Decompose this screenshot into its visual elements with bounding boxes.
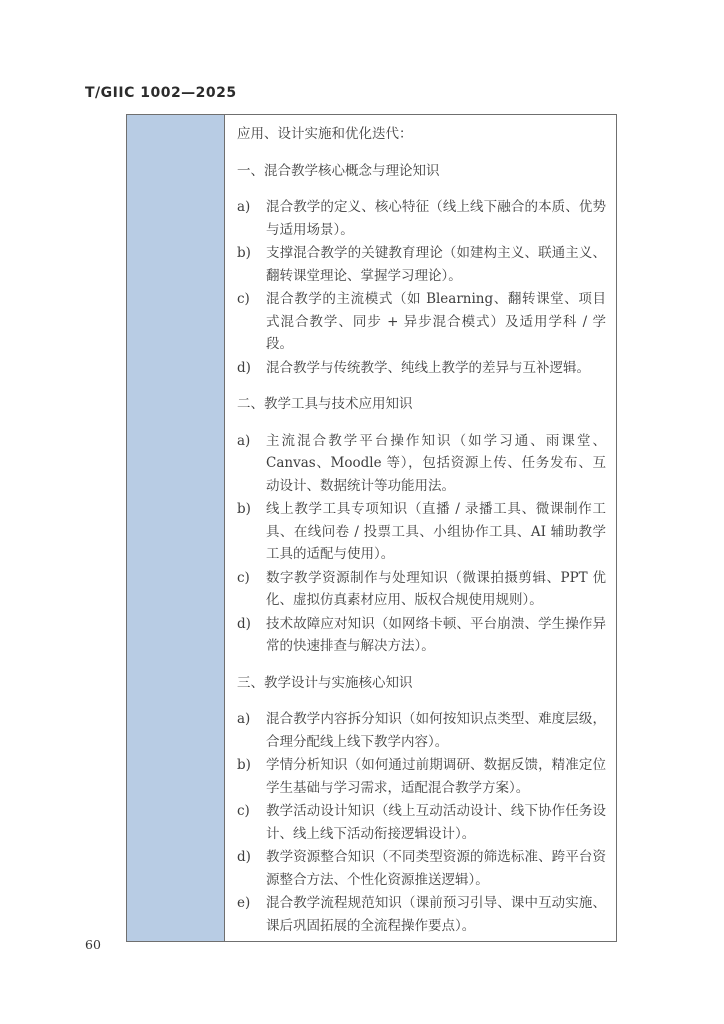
knowledge-section — [237, 672, 606, 938]
list-item — [237, 754, 606, 799]
standard-number-header: T/GIIC 1002—2025 — [85, 85, 237, 101]
knowledge-section — [237, 160, 606, 380]
section-items — [237, 708, 606, 937]
item-marker: a) — [237, 199, 251, 215]
section-title: 三、教学设计与实施核心知识 — [237, 674, 413, 691]
item-text: 主流混合教学平台操作知识（如学习通、雨课堂、Canvas、Moodle 等），包括资源上传、任务发布、互动设计、数据统计等功能用法。 — [266, 432, 606, 494]
list-item — [237, 288, 606, 356]
item-text: 数字教学资源制作与处理知识（微课拍摄剪辑、PPT 优化、虚拟仿真素材应用、版权合规使用规则）。 — [266, 569, 606, 608]
page-number: 60 — [85, 937, 101, 952]
item-marker: d) — [237, 359, 251, 376]
list-item — [237, 430, 606, 498]
list-item — [237, 800, 606, 845]
table-content-cell — [225, 115, 616, 941]
item-text: 混合教学流程规范知识（课前预习引导、课中互动实施、课后巩固拓展的全流程操作要点）。 — [266, 895, 606, 934]
item-marker: a) — [237, 711, 251, 727]
list-item — [237, 357, 606, 380]
list-item — [237, 567, 606, 612]
item-text: 混合教学的主流模式（如 Blearning、翻转课堂、项目式混合教学、同步 + 异步混合模式）及适用学科 / 学段。 — [266, 291, 606, 352]
item-text: 混合教学内容拆分知识（如何按知识点类型、难度层级，合理分配线上线下教学内容）。 — [266, 711, 606, 750]
section-items — [237, 430, 606, 658]
list-item — [237, 892, 606, 937]
item-marker: b) — [237, 245, 251, 261]
cell-intro-text: 应用、设计实施和优化迭代： — [237, 126, 413, 142]
sections-container — [237, 160, 606, 938]
item-marker: e) — [237, 895, 251, 911]
knowledge-section — [237, 393, 606, 658]
item-marker: c) — [237, 803, 250, 819]
item-marker: a) — [237, 432, 251, 449]
section-items — [237, 196, 606, 379]
item-text: 学情分析知识（如何通过前期调研、数据反馈，精准定位学生基础与学习需求，适配混合教学方案）。 — [266, 757, 606, 796]
item-marker: d) — [237, 615, 251, 632]
list-item — [237, 846, 606, 891]
section-title: 一、混合教学核心概念与理论知识 — [237, 162, 440, 179]
item-marker: c) — [237, 569, 250, 586]
item-text: 教学活动设计知识（线上互动活动设计、线下协作任务设计、线上线下活动衔接逻辑设计）。 — [266, 803, 606, 842]
item-text: 线上教学工具专项知识（直播 / 录播工具、微课制作工具、在线问卷 / 投票工具、小组协作工具、AI 辅助教学工具的适配与使用）。 — [266, 501, 606, 562]
section-title: 二、教学工具与技术应用知识 — [237, 396, 413, 412]
list-item — [237, 613, 606, 658]
item-text: 教学资源整合知识（不同类型资源的筛选标准、跨平台资源整合方法、个性化资源推送逻辑）。 — [266, 849, 606, 888]
item-text: 技术故障应对知识（如网络卡顿、平台崩溃、学生操作异常的快速排查与解决方法）。 — [266, 615, 606, 654]
list-item — [237, 708, 606, 753]
item-marker: c) — [237, 291, 250, 307]
knowledge-table — [126, 114, 617, 942]
item-text: 混合教学与传统教学、纯线上教学的差异与互补逻辑。 — [266, 359, 590, 376]
item-marker: b) — [237, 757, 251, 773]
item-marker: d) — [237, 849, 251, 865]
list-item — [237, 498, 606, 566]
list-item — [237, 196, 606, 241]
item-marker: b) — [237, 501, 251, 517]
item-text: 混合教学的定义、核心特征（线上线下融合的本质、优势与适用场景）。 — [266, 199, 606, 238]
item-text: 支撑混合教学的关键教育理论（如建构主义、联通主义、翻转课堂理论、掌握学习理论）。 — [266, 245, 606, 284]
table-left-cell — [127, 115, 225, 941]
list-item — [237, 242, 606, 287]
